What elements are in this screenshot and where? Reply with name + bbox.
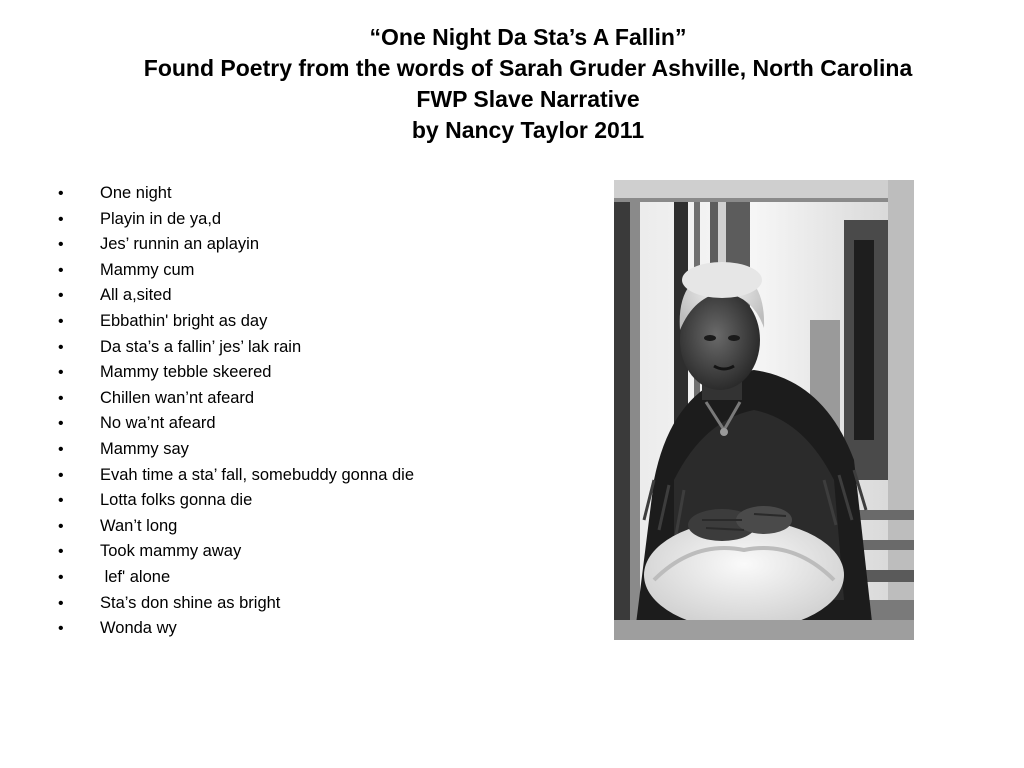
poem-line — [58, 539, 578, 565]
poem-line — [58, 386, 578, 412]
poem-line — [58, 258, 578, 284]
bullet-icon: • — [58, 287, 64, 305]
poem-line-text: Chillen wan’nt afeard — [100, 388, 255, 407]
poem-line-text: Wan’t long — [100, 516, 178, 535]
bullet-icon: • — [58, 620, 64, 638]
poem-line-text: Mammy tebble skeered — [100, 363, 272, 382]
poem-line — [58, 488, 578, 514]
poem-line-text: Jes’ runnin an aplayin — [100, 235, 259, 254]
poem-line-text: Took mammy away — [100, 542, 242, 561]
poem-line — [58, 309, 578, 335]
poem-line-text: Playin in de ya,d — [100, 209, 222, 228]
bullet-icon: • — [58, 236, 64, 254]
poem-line — [58, 232, 578, 258]
poem-line — [58, 514, 578, 540]
bullet-icon: • — [58, 543, 64, 561]
poem-line — [58, 437, 578, 463]
bullet-icon: • — [58, 517, 64, 535]
bullet-icon: • — [58, 364, 64, 382]
bullet-icon: • — [58, 466, 64, 484]
title-line-subtitle: Found Poetry from the words of Sarah Gruder Ashville, North Carolina — [143, 55, 913, 81]
poem-line — [58, 565, 578, 591]
bullet-icon: • — [58, 492, 64, 510]
bullet-icon: • — [58, 389, 64, 407]
poem-bullet-list — [58, 181, 578, 642]
poem-line-text: Lotta folks gonna die — [100, 491, 253, 510]
bullet-icon: • — [58, 185, 64, 202]
poem-line-text: Ebbathin' bright as day — [100, 311, 268, 330]
title-line-poem-name: “One Night Da Sta’s A Fallin” — [369, 24, 687, 50]
poem-line — [58, 463, 578, 489]
poem-line-text: Mammy say — [100, 439, 189, 458]
poem-line-text: Da sta’s a fallin’ jes’ lak rain — [100, 337, 302, 356]
poem-line — [58, 181, 578, 207]
poem-line-text: One night — [100, 184, 172, 202]
poem-line-text: Sta’s don shine as bright — [100, 593, 281, 612]
poem-line-text: Mammy cum — [100, 260, 195, 279]
bullet-icon: • — [58, 594, 64, 612]
poem-line-text: lef' alone — [100, 567, 171, 586]
bullet-icon: • — [58, 568, 64, 586]
poem-line — [58, 335, 578, 361]
poem-line-text: All a,sited — [100, 286, 172, 305]
bullet-icon: • — [58, 261, 64, 279]
poem-line — [58, 207, 578, 233]
title-line-source: FWP Slave Narrative — [416, 86, 640, 112]
portrait-photo-image — [614, 180, 914, 640]
bullet-icon: • — [58, 338, 64, 356]
poem-line — [58, 591, 578, 617]
bullet-icon: • — [58, 415, 64, 433]
bullet-icon: • — [58, 210, 64, 228]
poem-line — [58, 616, 578, 642]
title-line-author: by Nancy Taylor 2011 — [411, 117, 645, 143]
poem-line-text: Evah time a sta’ fall, somebuddy gonna die — [100, 465, 414, 484]
poem-line-text: Wonda wy — [100, 619, 177, 638]
poem-line-text: No wa’nt afeard — [100, 414, 216, 433]
portrait-photo — [614, 180, 914, 640]
poem-line — [58, 283, 578, 309]
poem-line — [58, 360, 578, 386]
bullet-icon: • — [58, 440, 64, 458]
poem-line — [58, 411, 578, 437]
bullet-icon: • — [58, 312, 64, 330]
slide-title — [40, 22, 1016, 146]
